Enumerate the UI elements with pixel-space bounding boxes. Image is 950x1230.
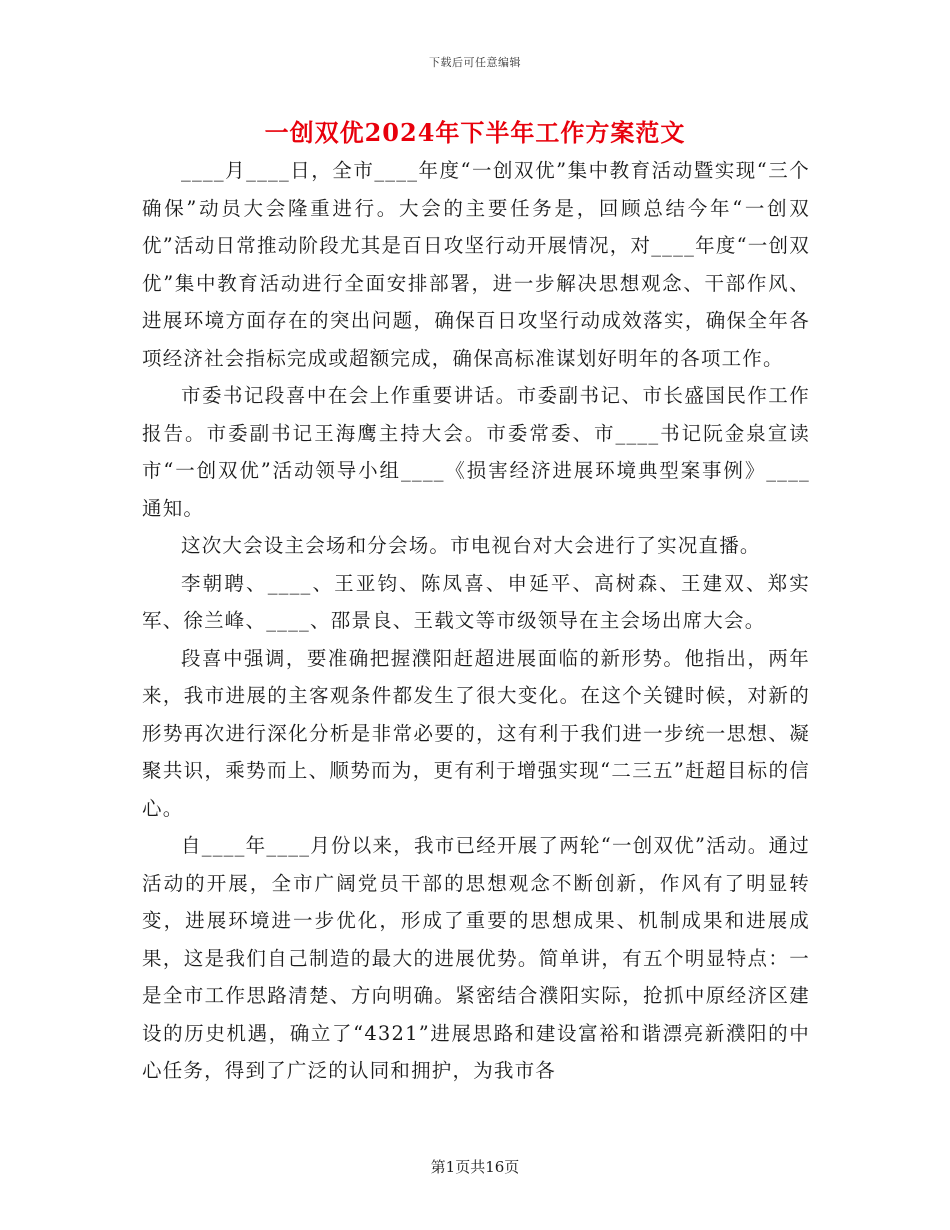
page-number: 第1页共16页 — [430, 1158, 520, 1176]
paragraph-5: 段喜中强调，要准确把握濮阳赶超进展面临的新形势。他指出，两年来，我市进展的主客观条件都发生了很大变化。在这个关键时候，对新的形势再次进行深化分析是非常必要的，这有利于我们进一步统一思想、凝聚共识，乘势而上、顺势而为，更有利于增强实现“二三五”赶超目标的信心。 — [142, 646, 810, 820]
paragraph-4: 李朝聘、____、王亚钧、陈凤喜、申延平、高树森、王建双、郑实军、徐兰峰、____、邵景良、王载文等市级领导在主会场出席大会。 — [142, 571, 810, 632]
document-body — [142, 152, 810, 1090]
paragraph-2: 市委书记段喜中在会上作重要讲话。市委副书记、市长盛国民作工作报告。市委副书记王海鹰主持大会。市委常委、市____书记阮金泉宣读市“一创双优”活动领导小组____《损害经济进展环境典型案事例》____通知。 — [142, 384, 810, 520]
paragraph-6: 自____年____月份以来，我市已经开展了两轮“一创双优”活动。通过活动的开展，全市广阔党员干部的思想观念不断创新，作风有了明显转变，进展环境进一步优化，形成了重要的思想成果、机制成果和进展成果，这是我们自己制造的最大的进展优势。简单讲，有五个明显特点：一是全市工作思路清楚、方向明确。紧密结合濮阳实际，抢抓中原经济区建设的历史机遇，确立了“4321”进展思路和建设富裕和谐漂亮新濮阳的中心任务，得到了广泛的认同和拥护，为我市各 — [142, 834, 810, 1082]
paragraph-3: 这次大会设主会场和分会场。市电视台对大会进行了实况直播。 — [181, 534, 761, 557]
document-title: 一创双优2024年下半年工作方案范文 — [264, 118, 686, 147]
header-note: 下载后可任意编辑 — [429, 56, 521, 69]
paragraph-1: ____月____日，全市____年度“一创双优”集中教育活动暨实现“三个确保”动员大会隆重进行。大会的主要任务是，回顾总结今年“一创双优”活动日常推动阶段尤其是百日攻坚行动开展情况，对____年度“一创双优”集中教育活动进行全面安排部署，进一步解决思想观念、干部作风、进展环境方面存在的突出问题，确保百日攻坚行动成效落实，确保全年各项经济社会指标完成或超额完成，确保高标准谋划好明年的各项工作。 — [142, 159, 810, 370]
